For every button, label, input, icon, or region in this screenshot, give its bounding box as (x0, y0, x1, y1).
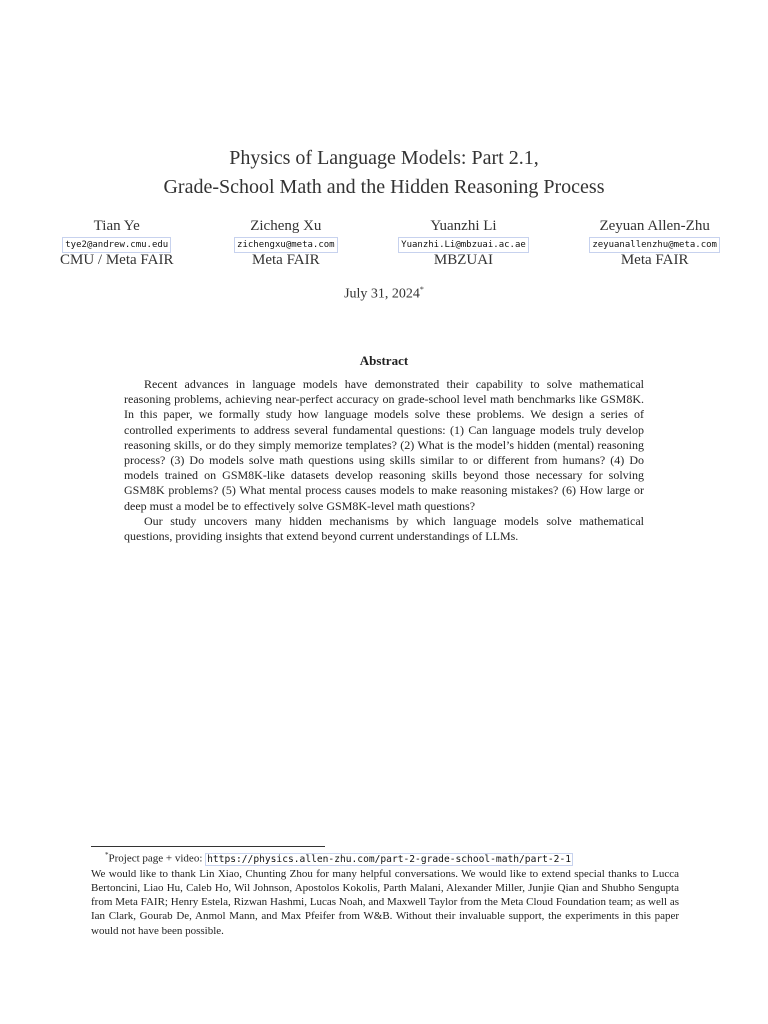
footnote-section (91, 848, 679, 938)
author-name: Tian Ye (93, 218, 140, 234)
author-block (398, 216, 529, 269)
publication-date (0, 285, 768, 303)
author-affiliation: Meta FAIR (620, 252, 689, 268)
footnote-project-line (91, 848, 679, 867)
author-name: Zeyuan Allen-Zhu (599, 218, 710, 234)
author-affiliation: MBZUAI (433, 252, 494, 268)
footnote-acknowledgement: We would like to thank Lin Xiao, Chunting Zhou for many helpful conversations. We would like to extend special thanks to Lucca Bertoncini, Liao Hu, Caleb Ho, Wil Johnson, Apostolos Kokolis, Parth Malani, Alexander Miller, Junjie Qian and Shubho Sengupta from Meta FAIR; Henry Estela, Rizwan Hashmi, Lucas Noah, and Maxwell Taylor from the Meta Cloud Foundation team; as well as Ian Clark, Gourab De, Anmol Mann, and Max Pfeifer from W&B. Without their invaluable support, the experiments in this paper would not have been possible. (91, 867, 679, 937)
footnote-mark: * (105, 851, 109, 859)
date-footnote-mark[interactable]: * (419, 285, 424, 294)
footnote-label: Project page + video: (108, 852, 203, 865)
paper-title-line-2: Grade-School Math and the Hidden Reasoning Process (163, 176, 605, 198)
paper-title-line-1: Physics of Language Models: Part 2.1, (229, 147, 539, 169)
abstract-heading: Abstract (359, 353, 409, 368)
abstract-body (124, 377, 644, 544)
abstract-paragraph-2: Our study uncovers many hidden mechanisms by which language models solve mathematical questions, providing insights that extend beyond current understandings of LLMs. (124, 513, 644, 544)
author-name: Yuanzhi Li (430, 218, 497, 234)
author-block (234, 216, 338, 269)
author-email-link[interactable]: Yuanzhi.Li@mbzuai.ac.ae (398, 237, 529, 253)
author-email-link[interactable]: tye2@andrew.cmu.edu (62, 237, 171, 253)
project-page-link[interactable]: https://physics.allen-zhu.com/part-2-grade-school-math/part-2-1 (207, 853, 572, 865)
author-affiliation: CMU / Meta FAIR (60, 252, 174, 268)
author-block (589, 216, 720, 269)
abstract-paragraph-1: Recent advances in language models have demonstrated their capability to solve mathematical reasoning problems, achieving near-perfect accuracy on grade-school level math benchmarks like GSM8K. In this paper, we formally study how language models solve these problems. We design a series of controlled experiments to address several fundamental questions: (1) Can language models truly develop reasoning skills, or do they simply memorize templates? (2) What is the model’s hidden (mental) reasoning process? (3) Do models solve math questions using skills similar to or different from humans? (4) Do models trained on GSM8K-like datasets develop reasoning skills beyond those necessary for solving GSM8K problems? (5) What mental process causes models to make reasoning mistakes? (6) How large or deep must a model be to effectively solve GSM8K-level math questions? (124, 377, 644, 513)
date-text: July 31, 2024 (344, 286, 420, 302)
paper-title (0, 144, 768, 202)
author-block (60, 216, 173, 269)
author-name: Zicheng Xu (250, 218, 322, 234)
author-email-link[interactable]: zeyuanallenzhu@meta.com (589, 237, 720, 253)
author-affiliation: Meta FAIR (252, 252, 320, 268)
author-email-link[interactable]: zichengxu@meta.com (234, 237, 338, 253)
author-list (60, 216, 720, 269)
footnote-rule (91, 846, 325, 847)
